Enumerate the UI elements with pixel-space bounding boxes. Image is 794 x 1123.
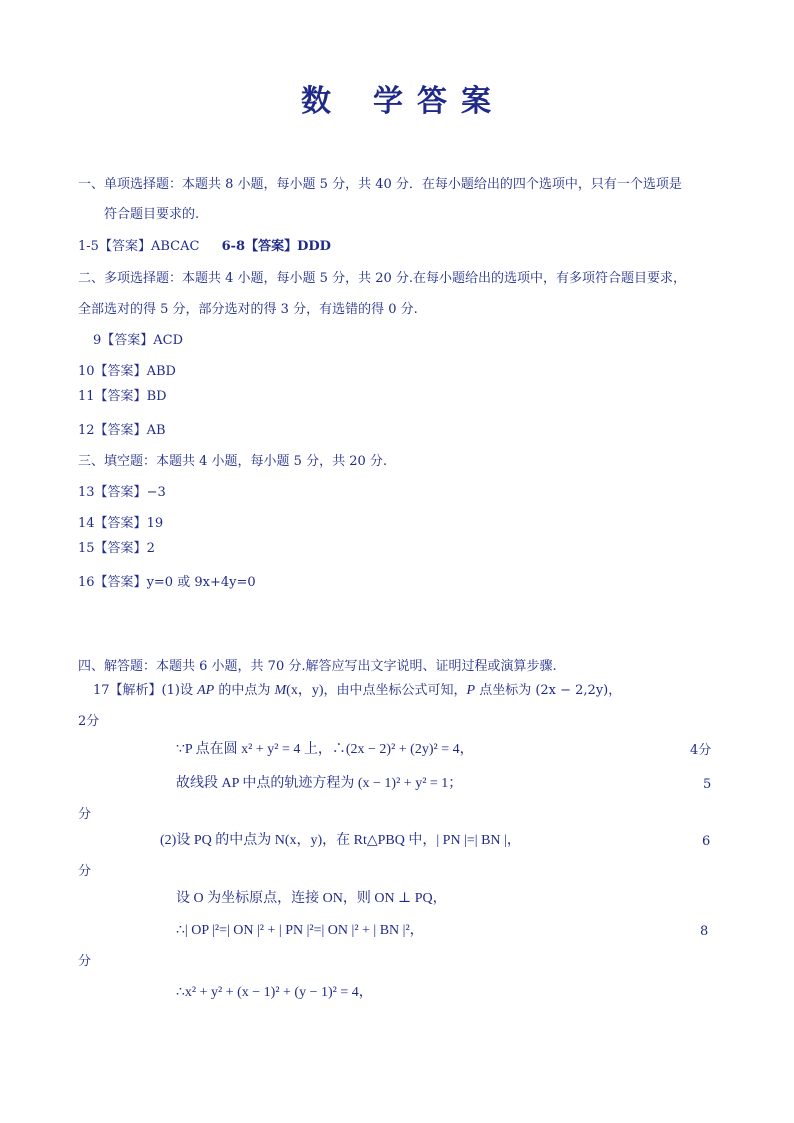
q17-math: AP [197, 683, 215, 698]
answer-value: AB [146, 423, 166, 438]
answer-tag: 【答案】 [94, 423, 147, 438]
answer-tag: 【答案】 [94, 541, 147, 556]
q17-line-5: (2)设 PQ 的中点为 N(x，y)，在 Rt△PBQ 中，| PN |=| BN |， [160, 833, 521, 848]
answer-item [78, 363, 176, 381]
answer-range: 1-5 [78, 239, 99, 254]
score-unit: 分 [78, 954, 92, 969]
answer-tag: 【答案】 [94, 485, 147, 500]
q17-line-4: 故线段 AP 中点的轨迹方程为 (x − 1)² + y² = 1； [176, 776, 463, 791]
answer-number: 16 [78, 575, 95, 590]
score-mark: 4分 [690, 743, 712, 758]
section-2-heading: 二、多项选择题：本题共 4 小题，每小题 5 分，共 20 分.在每小题给出的选项中，有多项符合题目要求， [78, 271, 687, 286]
q17-line-1 [93, 682, 621, 700]
q17-math: P [466, 683, 476, 698]
answer-item [78, 515, 163, 533]
answer-tag: 【答案】 [245, 239, 298, 254]
title-char: 案 [461, 84, 493, 119]
answer-number: 15 [78, 541, 95, 556]
answer-number: 13 [78, 485, 95, 500]
answer-item [78, 540, 155, 558]
answer-value: −3 [146, 485, 166, 500]
answer-tag: 【答案】 [94, 516, 147, 531]
answer-value: ACD [153, 333, 184, 348]
section-1-heading-cont: 符合题目要求的. [104, 207, 200, 222]
page-title [0, 76, 794, 120]
q17-text: (1)设 [161, 683, 198, 698]
q17-label: 17【解析】 [93, 683, 162, 698]
q17-line-7: ∴| OP |²=| ON |² + | PN |²=| ON |² + | BN |²， [176, 923, 424, 938]
answer-value: ABCAC [150, 239, 200, 254]
answer-value: 2 [146, 541, 155, 556]
answer-item [78, 484, 166, 502]
score-mark: 2分 [78, 714, 100, 729]
answer-tag: 【答案】 [94, 389, 147, 404]
answer-number: 10 [78, 364, 95, 379]
q17-line-8: ∴x² + y² + (x − 1)² + (y − 1)² = 4， [176, 985, 373, 1000]
answer-tag: 【答案】 [94, 364, 147, 379]
section-2-heading-cont: 全部选对的得 5 分，部分选对的得 3 分，有选错的得 0 分. [78, 302, 418, 317]
answer-value: 19 [146, 516, 164, 531]
answer-row-1-8 [78, 238, 331, 256]
answer-number: 9 [93, 333, 102, 348]
answer-number: 14 [78, 516, 95, 531]
answer-item [78, 388, 167, 406]
answer-number: 12 [78, 423, 95, 438]
title-char: 答 [417, 84, 449, 119]
title-char: 数 [301, 84, 333, 119]
answer-value: ABD [146, 364, 176, 379]
answer-number: 11 [78, 389, 95, 404]
score-unit: 分 [78, 807, 92, 822]
q17-text: ，由中点坐标公式可知， [323, 683, 467, 698]
answer-item [78, 574, 256, 592]
score-unit: 分 [78, 864, 92, 879]
answer-tag: 【答案】 [101, 333, 154, 348]
q17-line-6: 设 O 为坐标原点，连接 ON，则 ON ⊥ PQ， [176, 891, 447, 906]
q17-text: 点坐标为 (2x − 2,2y)， [475, 683, 622, 698]
q17-math: (x，y) [286, 683, 324, 698]
section-3-heading: 三、填空题：本题共 4 小题，每小题 5 分，共 20 分. [78, 454, 388, 469]
answer-value: y=0 或 9x+4y=0 [146, 575, 256, 590]
answer-item [93, 332, 183, 350]
q17-math: M [274, 683, 287, 698]
answer-tag: 【答案】 [98, 239, 151, 254]
score-mark: 6 [702, 834, 711, 849]
answer-item [78, 422, 166, 440]
answer-value: BD [146, 389, 167, 404]
q17-line-3: ∵P 点在圆 x² + y² = 4 上，∴(2x − 2)² + (2y)² = 4， [176, 742, 474, 757]
section-4-heading: 四、解答题：本题共 6 小题，共 70 分.解答应写出文字说明、证明过程或演算步骤. [78, 659, 557, 674]
answer-range: 6-8 [221, 239, 246, 254]
title-char: 学 [373, 84, 405, 119]
score-mark: 8 [700, 924, 709, 939]
answer-tag: 【答案】 [94, 575, 147, 590]
score-mark: 5 [703, 777, 712, 792]
section-1-heading: 一、单项选择题：本题共 8 小题，每小题 5 分，共 40 分．在每小题给出的四个选项中，只有一个选项是 [78, 177, 682, 192]
answer-value: DDD [297, 239, 331, 254]
q17-text: 的中点为 [214, 683, 275, 698]
